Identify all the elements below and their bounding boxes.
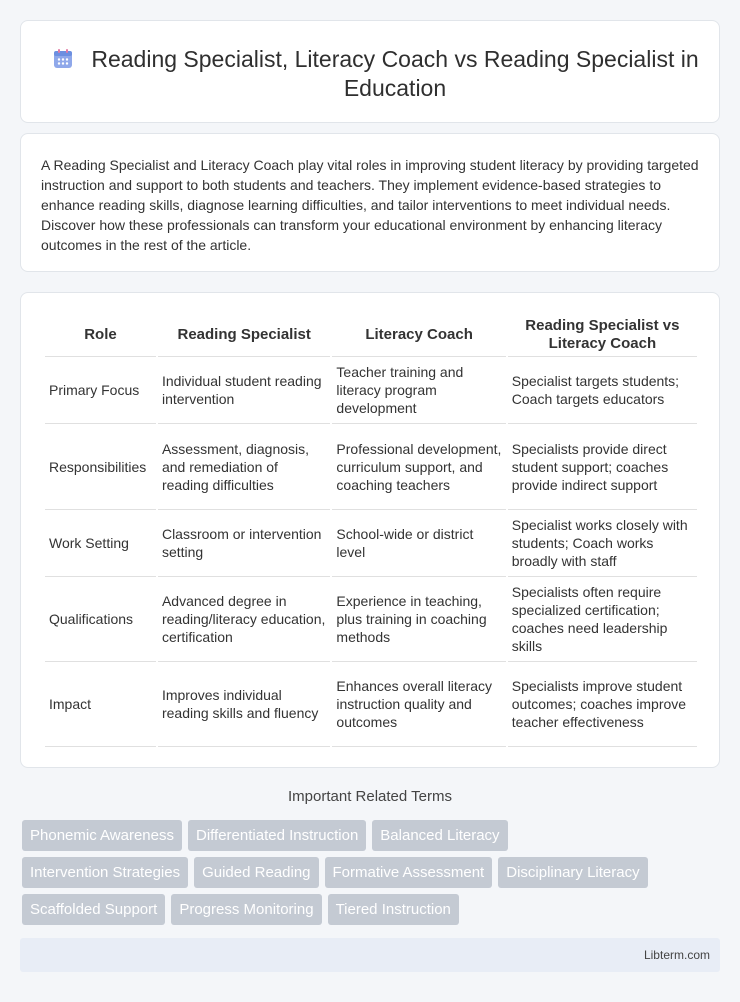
page-title: [51, 45, 699, 103]
tag-guided-reading[interactable]: Guided Reading: [194, 857, 318, 888]
tag-scaffolded-support[interactable]: Scaffolded Support: [22, 894, 165, 925]
comparison-table: [43, 313, 699, 747]
cell-role: Impact: [45, 662, 156, 747]
cell-role: Work Setting: [45, 510, 156, 577]
cell-reading-specialist: Assessment, diagnosis, and remediation of reading difficulties: [158, 424, 330, 510]
cell-literacy-coach: Professional development, curriculum support, and coaching teachers: [332, 424, 505, 510]
tag-balanced-literacy[interactable]: Balanced Literacy: [372, 820, 507, 851]
comparison-table-card: [20, 292, 720, 768]
cell-role: Qualifications: [45, 577, 156, 662]
table-row: [45, 357, 697, 424]
cell-comparison: Specialist targets students; Coach targets educators: [508, 357, 697, 424]
header-role: Role: [45, 313, 156, 357]
tag-formative-assessment[interactable]: Formative Assessment: [325, 857, 493, 888]
cell-reading-specialist: Individual student reading intervention: [158, 357, 330, 424]
header-reading-specialist: Reading Specialist: [158, 313, 330, 357]
cell-literacy-coach: Teacher training and literacy program development: [332, 357, 505, 424]
header-literacy-coach: Literacy Coach: [332, 313, 505, 357]
table-row: [45, 662, 697, 747]
cell-reading-specialist: Classroom or intervention setting: [158, 510, 330, 577]
cell-role: Responsibilities: [45, 424, 156, 510]
cell-literacy-coach: Enhances overall literacy instruction quality and outcomes: [332, 662, 505, 747]
table-row: [45, 577, 697, 662]
tag-progress-monitoring[interactable]: Progress Monitoring: [171, 894, 321, 925]
tag-intervention-strategies[interactable]: Intervention Strategies: [22, 857, 188, 888]
intro-card: [20, 133, 720, 272]
cell-literacy-coach: School-wide or district level: [332, 510, 505, 577]
table-row: [45, 510, 697, 577]
related-terms-title: Important Related Terms: [288, 788, 452, 805]
cell-comparison: Specialists often require specialized certification; coaches need leadership skills: [508, 577, 697, 662]
cell-comparison: Specialists provide direct student support; coaches provide indirect support: [508, 424, 697, 510]
cell-role: Primary Focus: [45, 357, 156, 424]
tag-disciplinary-literacy[interactable]: Disciplinary Literacy: [498, 857, 647, 888]
cell-reading-specialist: Advanced degree in reading/literacy education, certification: [158, 577, 330, 662]
intro-paragraph: A Reading Specialist and Literacy Coach play vital roles in improving student literacy by providing targeted instruction and support to both students and teachers. They implement evidence-based strategies to enhance reading skills, diagnose learning difficulties, and tailor interventions to meet individual needs. Discover how these professionals can transform your educational environment by enhancing literacy outcomes in the rest of the article.: [41, 157, 699, 253]
tag-row: [22, 894, 722, 925]
footer: [20, 938, 720, 972]
cell-literacy-coach: Experience in teaching, plus training in coaching methods: [332, 577, 505, 662]
tag-phonemic-awareness[interactable]: Phonemic Awareness: [22, 820, 182, 851]
footer-site-link[interactable]: Libterm.com: [643, 948, 710, 962]
cell-reading-specialist: Improves individual reading skills and fluency: [158, 662, 330, 747]
page-title-text: Reading Specialist, Literacy Coach vs Reading Specialist in Education: [91, 46, 699, 101]
tag-tiered-instruction[interactable]: Tiered Instruction: [328, 894, 459, 925]
table-header-row: [45, 313, 697, 357]
tag-differentiated-instruction[interactable]: Differentiated Instruction: [188, 820, 366, 851]
cell-comparison: Specialists improve student outcomes; coaches improve teacher effectiveness: [508, 662, 697, 747]
related-terms-tags: [22, 820, 722, 931]
cell-comparison: Specialist works closely with students; Coach works broadly with staff: [508, 510, 697, 577]
header-comparison: Reading Specialist vs Literacy Coach: [508, 313, 697, 357]
tag-row: [22, 857, 722, 888]
tag-row: [22, 820, 722, 851]
title-card: [20, 20, 720, 123]
table-row: [45, 424, 697, 510]
